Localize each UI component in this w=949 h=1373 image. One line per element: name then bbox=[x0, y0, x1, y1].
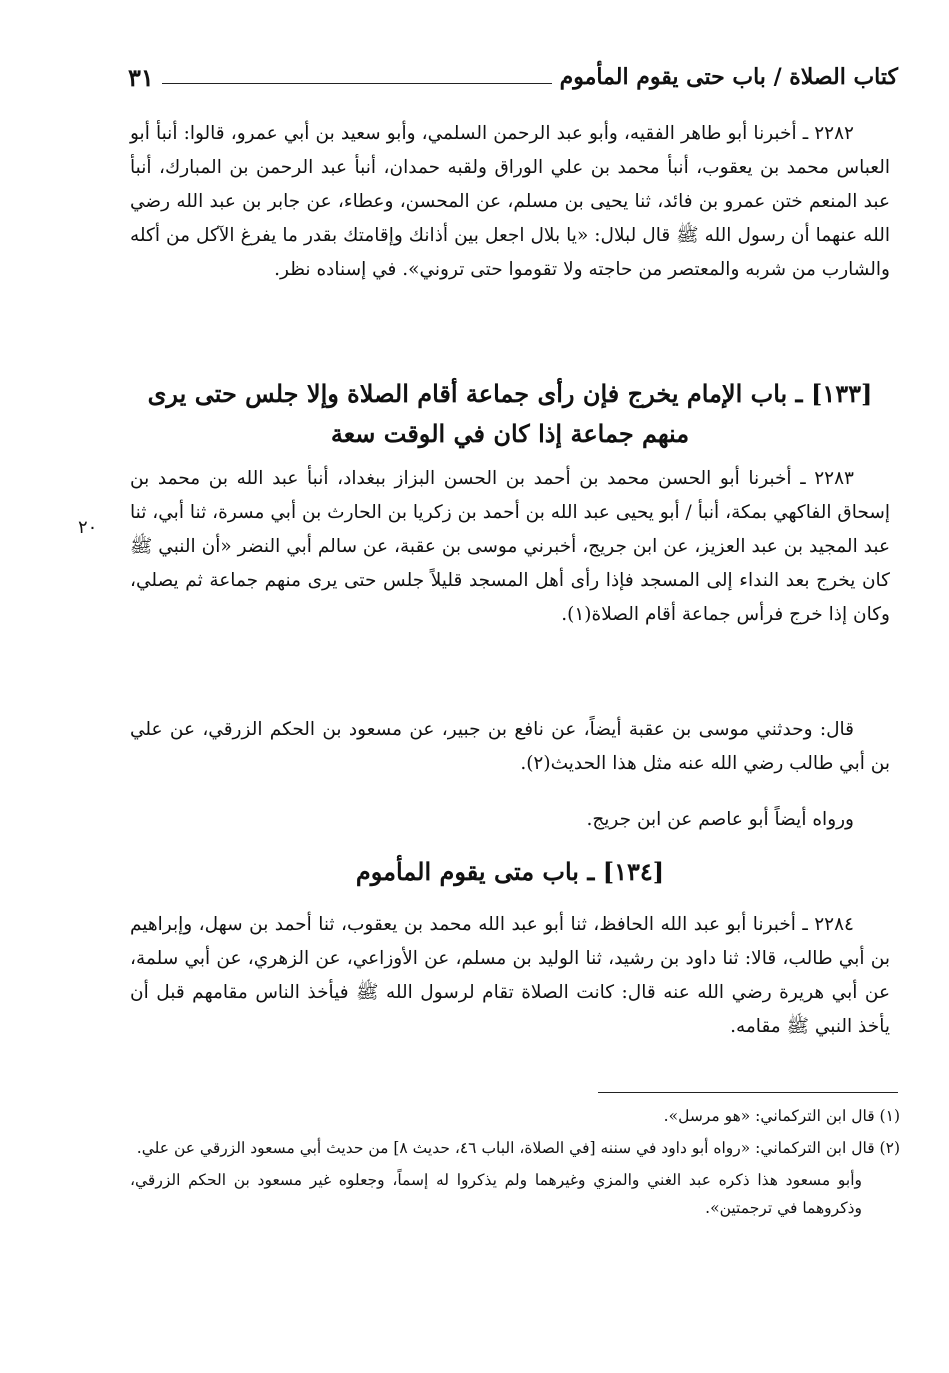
footnote-2: (٢) قال ابن التركماني: «رواه أبو داود في سننه [في الصلاة، الباب ٤٦، حديث ٨] من حديث أبي مسعود الزرقي عن علي. bbox=[136, 1139, 900, 1157]
chapter-heading-133: [١٣٣] ـ باب الإمام يخرج فإن رأى جماعة أقام الصلاة وإلا جلس حتى يرى منهم جماعة إذا كان في الوقت سعة bbox=[147, 379, 873, 448]
footnote-separator bbox=[598, 1092, 898, 1093]
page-number: ٣١ bbox=[128, 62, 154, 92]
hadith-2284-text: ٢٢٨٤ ـ أخبرنا أبو عبد الله الحافظ، ثنا أبو عبد الله محمد بن يعقوب، ثنا أحمد بن سهل، وإبراهيم بن أبي طالب، قالا: ثنا داود بن رشيد، ثنا الوليد بن مسلم، عن الأوزاعي، عن الزهري، عن أبي سلمة، عن أبي هريرة رضي الله عنه قال: كانت الصلاة تقام لرسول الله ﷺ فيأخذ الناس مقامهم قبل أن يأخذ النبي ﷺ مقامه. bbox=[130, 914, 890, 1037]
hadith-2282 bbox=[130, 117, 890, 287]
rawahu-paragraph bbox=[130, 803, 890, 837]
hadith-2283-text: ٢٢٨٣ ـ أخبرنا أبو الحسن محمد بن أحمد بن الحسن البزاز ببغداد، أنبأ عبد الله بن محمد بن إسحاق الفاكهي بمكة، أنبأ / أبو يحيى عبد الله بن أحمد بن زكريا بن الحارث بن أبي مسرة، ثنا أبي، ثنا عبد المجيد بن عبد العزيز، عن ابن جريج، أخبرني موسى بن عقبة، عن سالم أبي النضر «أن النبي ﷺ كان يخرج بعد النداء إلى المسجد فإذا رأى أهل المسجد قليلاً جلس حتى يرى منهم جماعة ثم يصلي، وكان إذا خرج فرأس جماعة أقام الصلاة(١). bbox=[130, 468, 890, 625]
margin-line-number: ٢٠ bbox=[78, 517, 98, 538]
hadith-2284 bbox=[130, 908, 890, 1044]
footnotes bbox=[130, 1102, 900, 1226]
qala-text: قال: وحدثني موسى بن عقبة أيضاً، عن نافع بن جبير، عن مسعود بن الحكم الزرقي، عن علي بن أبي طالب رضي الله عنه مثل هذا الحديث(٢). bbox=[130, 719, 890, 774]
running-header bbox=[128, 60, 898, 94]
footnote-1: (١) قال ابن التركماني: «هو مرسل». bbox=[663, 1107, 900, 1125]
hadith-2282-text: ٢٢٨٢ ـ أخبرنا أبو طاهر الفقيه، وأبو عبد الرحمن السلمي، وأبو سعيد بن أبي عمرو، قالوا: أنبأ أبو العباس محمد بن يعقوب، أنبأ محمد بن علي الوراق ولقبه حمدان، أنبأ عبد الرحمن بن المبارك، أنبأ عبد المنعم ختن عمرو بن فائد، ثنا يحيى بن مسلم، عن المحسن، وعطاء، عن جابر بن عبد الله رضي الله عنهما أن رسول الله ﷺ قال لبلال: «يا بلال اجعل بين أذانك وإقامتك بقدر ما يفرغ الآكل من أكله والشارب من شربه والمعتصر من حاجته ولا تقوموا حتى تروني». في إسناده نظر. bbox=[130, 123, 890, 280]
footnote-2-continued: وأبو مسعود هذا ذكره عبد الغني والمزي وغيرهما ولم يذكروا له إسماً، وجعلوه غير مسعود بن الحكم الزرقي، وذكروهما في ترجمتين». bbox=[130, 1171, 862, 1217]
header-rule bbox=[162, 83, 552, 84]
running-title: كتاب الصلاة / باب حتى يقوم المأموم bbox=[559, 64, 898, 90]
rawahu-text: ورواه أيضاً أبو عاصم عن ابن جريج. bbox=[586, 809, 854, 830]
hadith-2283 bbox=[130, 462, 890, 632]
qala-paragraph bbox=[130, 713, 890, 781]
chapter-heading-134: [١٣٤] ـ باب متى يقوم المأموم bbox=[355, 857, 665, 886]
